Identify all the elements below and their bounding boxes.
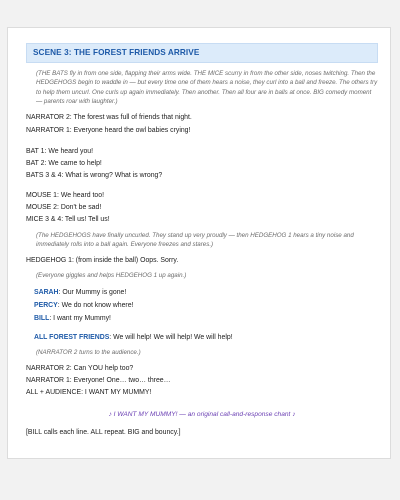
dialogue-line: BATS 3 & 4: What is wrong? What is wrong? xyxy=(26,171,163,179)
scene-heading xyxy=(26,43,378,63)
dialogue-text: : I want my Mummy! xyxy=(49,314,111,322)
script-content xyxy=(26,43,378,438)
stage-direction: (Everyone giggles and helps HEDGEHOG 1 up again.) xyxy=(36,272,187,280)
stage-direction: (NARRATOR 2 turns to the audience.) xyxy=(36,348,141,356)
dialogue-line: MICE 3 & 4: Tell us! Tell us! xyxy=(26,215,110,223)
song-title: ♪ I WANT MY MUMMY! — an original call-and-response chant ♪ xyxy=(108,411,296,419)
dialogue-line: NARRATOR 2: Can YOU help too? xyxy=(26,365,134,373)
stage-direction: (THE BATS fly in from one side, flapping their arms wide. THE MICE scurry in from the other side, noses twitching. Then the HEDGEHOGS begin to waddle in — but every time one of them hears a noise, they curl into a ball and freeze. The others try to help them uncurl. One curls up again immediately. Then another. Then all four are in balls at once. BIG comedy moment — parents roar with laughter.) xyxy=(36,70,378,106)
dialogue-line: NARRATOR 1: Everyone! One… two… three… xyxy=(26,377,171,385)
speaker-name: BILL xyxy=(34,314,50,322)
speaker-name: ALL FOREST FRIENDS xyxy=(34,333,110,341)
speaker-name: PERCY xyxy=(34,301,58,309)
speaker-name: SARAH xyxy=(34,288,59,296)
dialogue-line: BAT 1: We heard you! xyxy=(26,147,94,155)
dialogue-line: NARRATOR 2: The forest was full of friends that night. xyxy=(26,113,192,121)
stage-direction: (The HEDGEHOGS have finally uncurled. They stand up very proudly — then HEDGEHOG 1 hears a tiny noise and immediately rolls into a ball again. Everyone freezes and stares.) xyxy=(36,231,354,249)
dialogue-line: ALL + AUDIENCE: I WANT MY MUMMY! xyxy=(26,389,152,397)
dialogue-line xyxy=(34,287,378,298)
dialogue-line: BAT 2: We came to help! xyxy=(26,159,102,167)
dialogue-line: MOUSE 2: Don't be sad! xyxy=(26,203,102,211)
dialogue-text: : We will help! We will help! We will help! xyxy=(109,333,233,341)
dialogue-line xyxy=(34,332,378,343)
dialogue-text: : We do not know where! xyxy=(57,301,134,309)
song-instruction: [BILL calls each line. ALL repeat. BIG and bouncy.] xyxy=(26,428,181,436)
dialogue-line: MOUSE 1: We heard too! xyxy=(26,191,105,199)
dialogue-line: HEDGEHOG 1: (from inside the ball) Oops. Sorry. xyxy=(26,257,179,265)
dialogue-line xyxy=(34,313,378,324)
dialogue-line xyxy=(34,300,378,311)
dialogue-line: NARRATOR 1: Everyone heard the owl babies crying! xyxy=(26,126,191,134)
scene-title: SCENE 3: THE FOREST FRIENDS ARRIVE xyxy=(33,48,200,57)
dialogue-text: : Our Mummy is gone! xyxy=(58,288,127,296)
script-page xyxy=(7,27,391,459)
